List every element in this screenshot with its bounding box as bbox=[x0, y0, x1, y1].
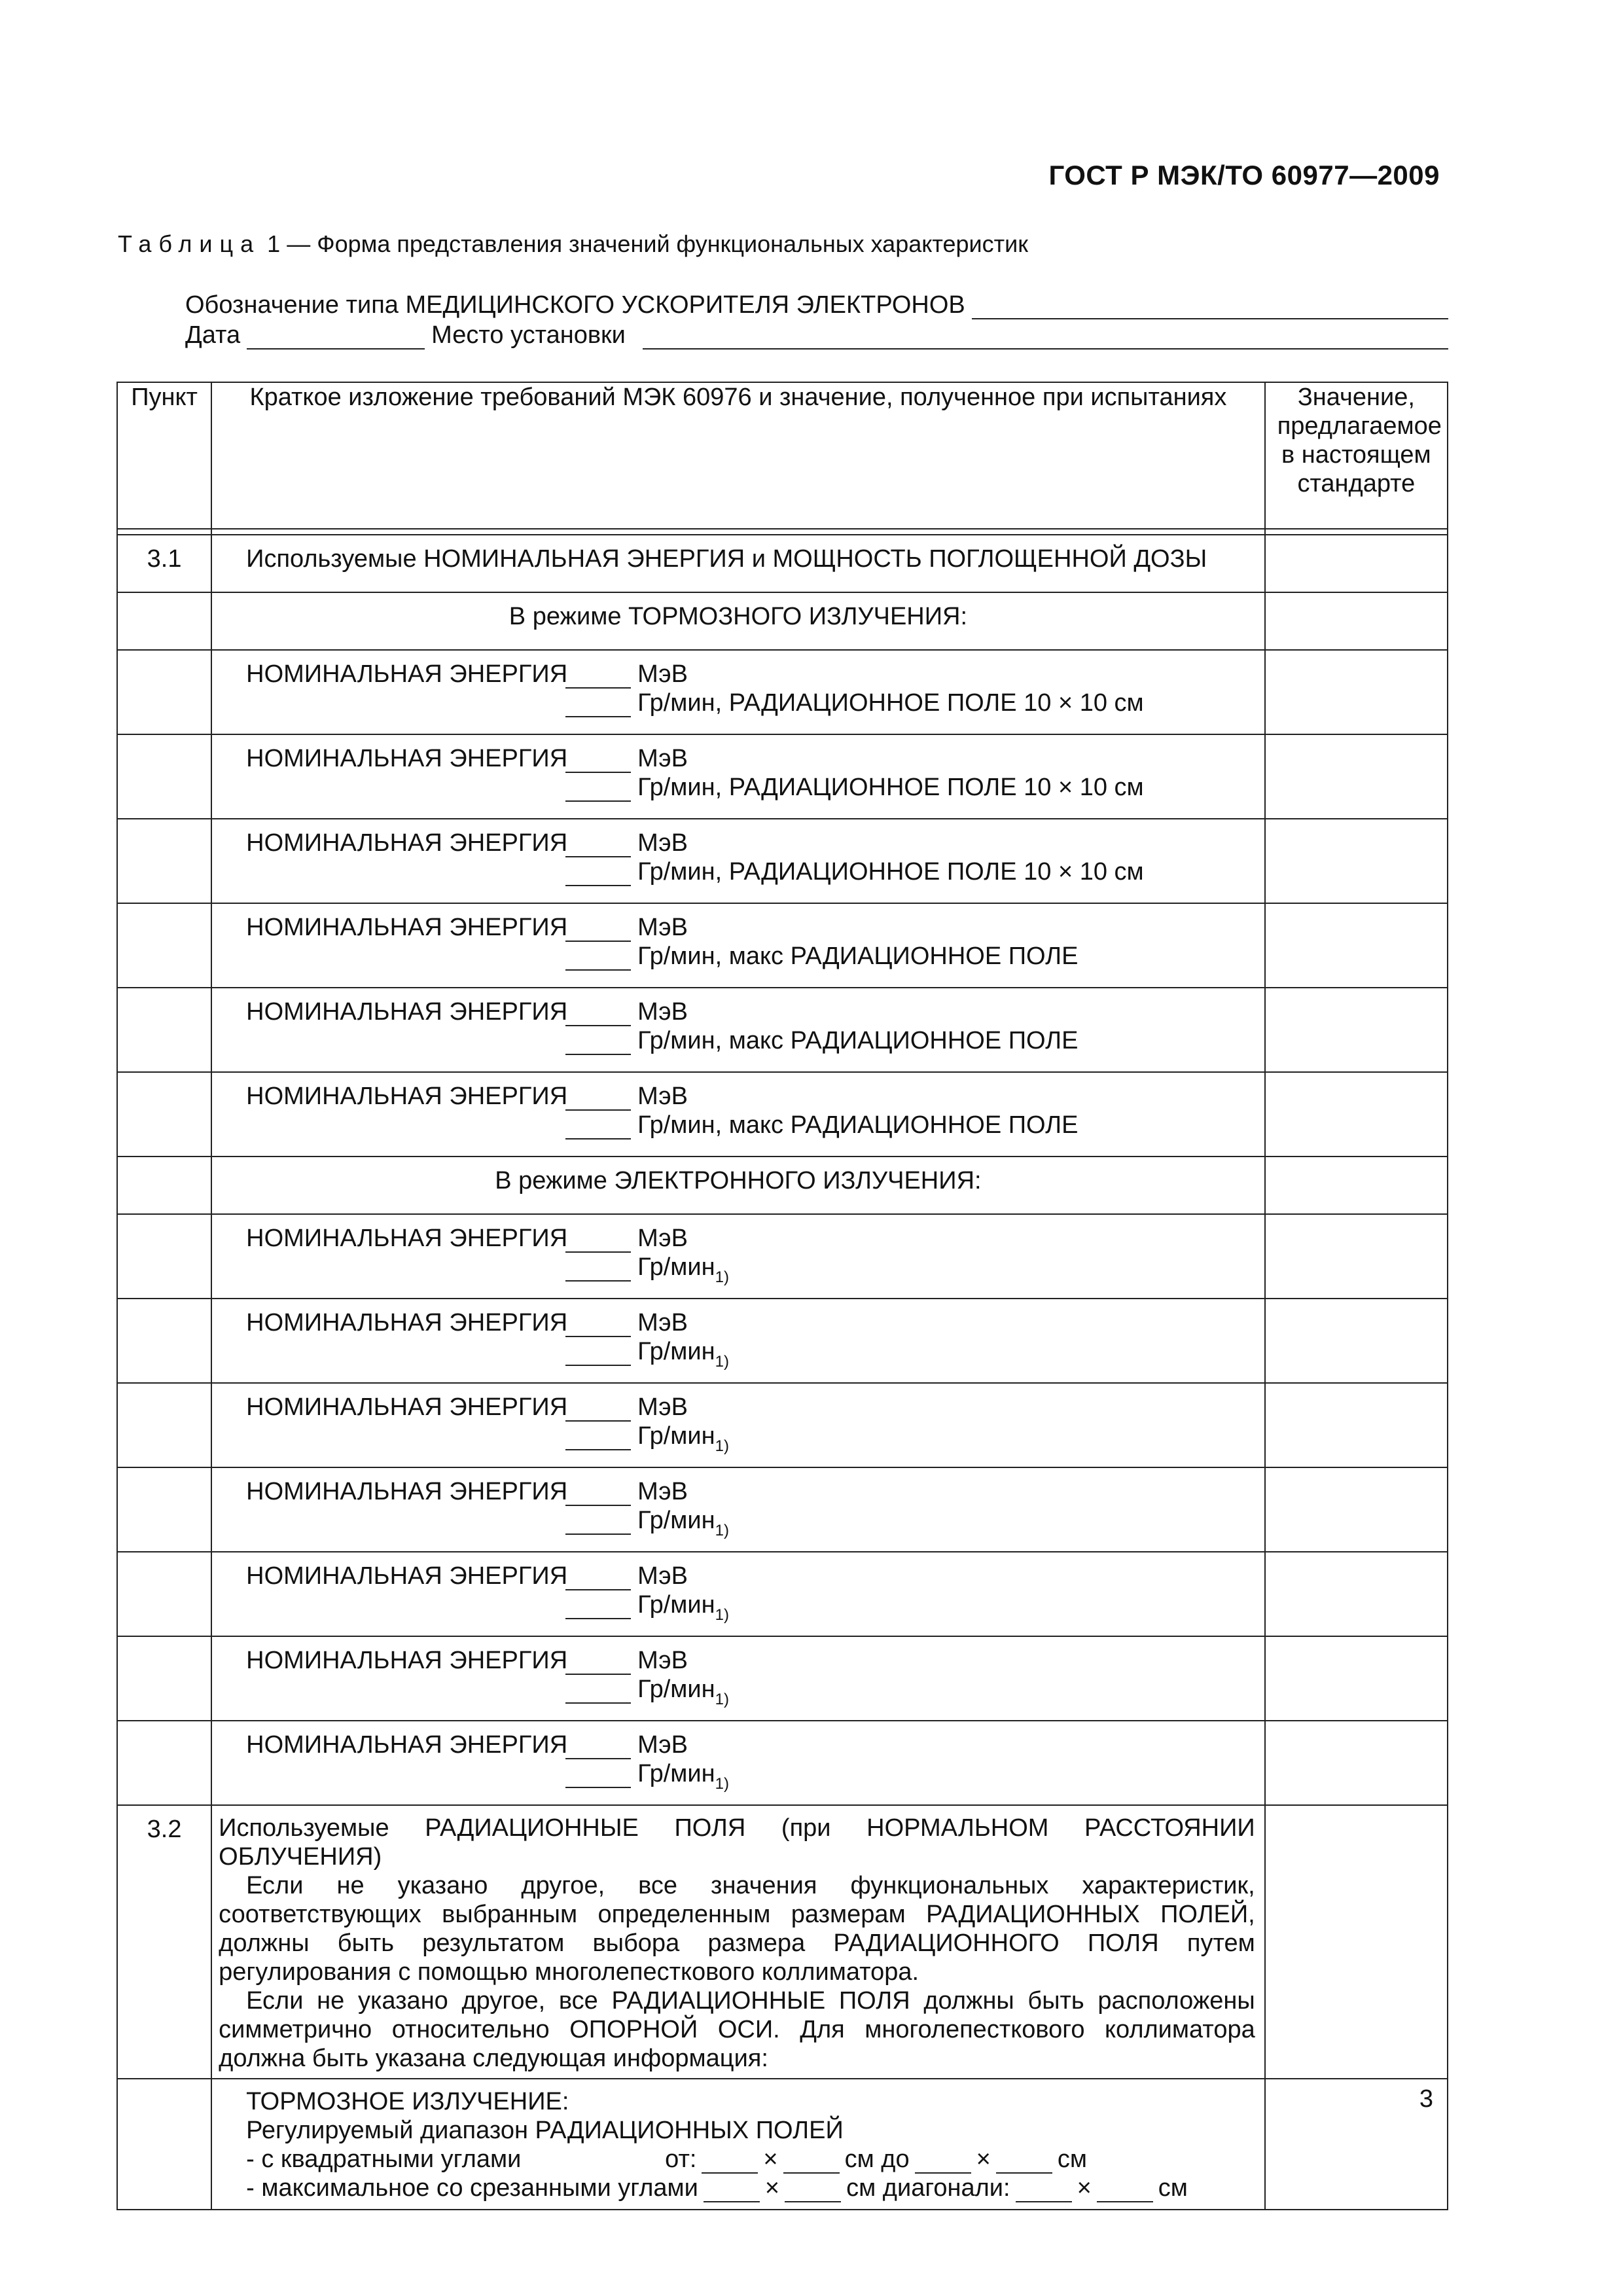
section-row bbox=[117, 592, 1448, 650]
square-to-b-field[interactable] bbox=[996, 2150, 1052, 2174]
energy-label: НОМИНАЛЬНАЯ ЭНЕРГИЯ bbox=[246, 1309, 568, 1336]
max-cut-corners-label: - максимальное со срезанными углами bbox=[246, 2174, 698, 2202]
value-cell[interactable] bbox=[1265, 535, 1448, 592]
table-row bbox=[117, 1072, 1448, 1157]
value-cell[interactable] bbox=[1265, 1157, 1448, 1214]
unit-mev: МэВ bbox=[637, 1562, 688, 1590]
table-row bbox=[117, 988, 1448, 1072]
cm-label: см bbox=[1057, 2145, 1087, 2173]
value-cell[interactable] bbox=[1265, 1299, 1448, 1383]
dose-rate-field[interactable] bbox=[565, 1765, 631, 1788]
unit-mev: МэВ bbox=[637, 1731, 688, 1759]
unit-mev: МэВ bbox=[637, 998, 688, 1026]
diag-b-field[interactable] bbox=[1097, 2179, 1153, 2202]
square-from-b-field[interactable] bbox=[783, 2150, 840, 2174]
dose-rate-field[interactable] bbox=[565, 778, 631, 802]
energy-field[interactable] bbox=[565, 1567, 631, 1590]
energy-label: НОМИНАЛЬНАЯ ЭНЕРГИЯ bbox=[246, 914, 568, 941]
value-cell[interactable] bbox=[1265, 1072, 1448, 1157]
fields-paragraph-2: Если не указано другое, все РАДИАЦИОННЫЕ ПОЛЯ должны быть расположены симметрично относительно ОПОРНОЙ ОСИ. Для многолепесткового коллиматора должна быть указана следующая информация: bbox=[219, 1987, 1255, 2072]
value-cell[interactable] bbox=[1265, 1636, 1448, 1721]
energy-field[interactable] bbox=[565, 1087, 631, 1111]
value-cell[interactable] bbox=[1265, 734, 1448, 819]
unit-mev: МэВ bbox=[637, 829, 688, 857]
header-gap-row bbox=[117, 529, 1448, 535]
energy-field[interactable] bbox=[565, 1482, 631, 1506]
square-from-a-field[interactable] bbox=[702, 2150, 758, 2174]
date-field[interactable] bbox=[247, 325, 425, 350]
energy-label: НОМИНАЛЬНАЯ ЭНЕРГИЯ bbox=[246, 1083, 568, 1110]
section-row bbox=[117, 1157, 1448, 1214]
table-row bbox=[117, 650, 1448, 734]
dose-rate-field[interactable] bbox=[565, 1258, 631, 1282]
dose-rate-field[interactable] bbox=[565, 1031, 631, 1055]
electron-section-title: В режиме ЭЛЕКТРОННОГО ИЗЛУЧЕНИЯ: bbox=[211, 1157, 1265, 1214]
dose-rate-label: Гр/мин, РАДИАЦИОННОЕ ПОЛЕ 10 × 10 см bbox=[637, 774, 1144, 801]
dose-rate-label: Гр/мин bbox=[637, 1338, 715, 1365]
table-row bbox=[117, 903, 1448, 988]
cm-label: см bbox=[1158, 2174, 1188, 2202]
document-code: ГОСТ Р МЭК/ТО 60977—2009 bbox=[1048, 160, 1440, 190]
table-row: НОМИНАЛЬНАЯ ЭНЕРГИЯ МэВ Гр/мин $^{1)}$ bbox=[117, 1636, 1448, 1721]
value-cell[interactable] bbox=[1265, 1721, 1448, 1805]
place-label: Место установки bbox=[431, 321, 626, 349]
dose-rate-field[interactable] bbox=[565, 694, 631, 717]
unit-mev: МэВ bbox=[637, 1225, 688, 1252]
table-caption-number: 1 bbox=[267, 230, 281, 257]
brems-fields-title: ТОРМОЗНОЕ ИЗЛУЧЕНИЕ: bbox=[246, 2088, 569, 2115]
energy-label: НОМИНАЛЬНАЯ ЭНЕРГИЯ bbox=[246, 1225, 568, 1252]
table-row: НОМИНАЛЬНАЯ ЭНЕРГИЯ МэВ Гр/мин $^{1)}$ bbox=[117, 1467, 1448, 1552]
energy-label: НОМИНАЛЬНАЯ ЭНЕРГИЯ bbox=[246, 829, 568, 857]
value-cell[interactable] bbox=[1265, 592, 1448, 650]
dose-rate-field[interactable] bbox=[565, 863, 631, 886]
value-cell[interactable] bbox=[1265, 1552, 1448, 1636]
energy-field[interactable] bbox=[565, 1003, 631, 1026]
dose-rate-field[interactable] bbox=[565, 1680, 631, 1704]
energy-field[interactable] bbox=[565, 665, 631, 689]
unit-mev: МэВ bbox=[637, 1478, 688, 1505]
dose-rate-field[interactable] bbox=[565, 1116, 631, 1139]
value-cell[interactable] bbox=[1265, 1214, 1448, 1299]
row-text: Используемые НОМИНАЛЬНАЯ ЭНЕРГИЯ и МОЩНОСТЬ ПОГЛОЩЕННОЙ ДОЗЫ bbox=[211, 535, 1265, 592]
table-row: НОМИНАЛЬНАЯ ЭНЕРГИЯ МэВ Гр/мин $^{1)}$ bbox=[117, 1299, 1448, 1383]
characteristics-table bbox=[116, 382, 1448, 2210]
value-cell[interactable] bbox=[1265, 1467, 1448, 1552]
header-item: Пункт bbox=[117, 382, 211, 529]
value-cell[interactable] bbox=[1265, 1383, 1448, 1467]
energy-field[interactable] bbox=[565, 1651, 631, 1675]
dose-rate-label: Гр/мин bbox=[637, 1676, 715, 1703]
dose-rate-label: Гр/мин bbox=[637, 1760, 715, 1787]
energy-field[interactable] bbox=[565, 1314, 631, 1337]
energy-field[interactable] bbox=[565, 1398, 631, 1422]
energy-field[interactable] bbox=[565, 1736, 631, 1759]
table-row bbox=[117, 734, 1448, 819]
unit-mev: МэВ bbox=[637, 745, 688, 772]
energy-label: НОМИНАЛЬНАЯ ЭНЕРГИЯ bbox=[246, 1647, 568, 1674]
unit-mev: МэВ bbox=[637, 1647, 688, 1674]
accelerator-type-line bbox=[185, 288, 1448, 319]
page-number: 3 bbox=[1419, 2085, 1433, 2113]
cm-to-label: см до bbox=[844, 2145, 910, 2173]
dose-rate-label: Гр/мин bbox=[637, 1422, 715, 1450]
energy-field[interactable] bbox=[565, 918, 631, 942]
unit-mev: МэВ bbox=[637, 914, 688, 941]
energy-label: НОМИНАЛЬНАЯ ЭНЕРГИЯ bbox=[246, 660, 568, 688]
times-sign: × bbox=[764, 2174, 780, 2202]
table-row bbox=[117, 535, 1448, 592]
accelerator-type-field[interactable] bbox=[972, 295, 1448, 319]
dose-rate-field[interactable] bbox=[565, 1596, 631, 1619]
value-cell[interactable] bbox=[1265, 650, 1448, 734]
table-row: НОМИНАЛЬНАЯ ЭНЕРГИЯ МэВ Гр/мин $^{1)}$ bbox=[117, 1214, 1448, 1299]
energy-label: НОМИНАЛЬНАЯ ЭНЕРГИЯ bbox=[246, 1478, 568, 1505]
brems-fields-subtitle: Регулируемый диапазон РАДИАЦИОННЫХ ПОЛЕЙ bbox=[246, 2117, 844, 2144]
value-cell[interactable] bbox=[1265, 819, 1448, 903]
energy-label: НОМИНАЛЬНАЯ ЭНЕРГИЯ bbox=[246, 998, 568, 1026]
energy-label: НОМИНАЛЬНАЯ ЭНЕРГИЯ bbox=[246, 745, 568, 772]
from-label: от: bbox=[665, 2145, 697, 2173]
times-sign: × bbox=[1077, 2174, 1092, 2202]
max-a-field[interactable] bbox=[704, 2179, 760, 2202]
table-row bbox=[117, 819, 1448, 903]
fields-intro: Используемые РАДИАЦИОННЫЕ ПОЛЯ (при НОРМАЛЬНОМ РАССТОЯНИИ ОБЛУЧЕНИЯ) bbox=[219, 1814, 1255, 1871]
unit-mev: МэВ bbox=[637, 660, 688, 688]
dose-rate-label: Гр/мин, макс РАДИАЦИОННОЕ ПОЛЕ bbox=[637, 942, 1079, 970]
value-cell[interactable] bbox=[1265, 1805, 1448, 2079]
table-row: НОМИНАЛЬНАЯ ЭНЕРГИЯ МэВ Гр/мин $^{1)}$ bbox=[117, 1721, 1448, 1805]
times-sign: × bbox=[976, 2145, 991, 2173]
date-place-line bbox=[185, 318, 1448, 350]
table-row bbox=[117, 2079, 1448, 2210]
dose-rate-label: Гр/мин, макс РАДИАЦИОННОЕ ПОЛЕ bbox=[637, 1027, 1079, 1054]
dose-rate-label: Гр/мин, РАДИАЦИОННОЕ ПОЛЕ 10 × 10 см bbox=[637, 689, 1144, 717]
cm-diagonal-label: см диагонали: bbox=[846, 2174, 1010, 2202]
item-number: 3.2 bbox=[117, 1805, 211, 2079]
dose-rate-label: Гр/мин bbox=[637, 1253, 715, 1281]
energy-label: НОМИНАЛЬНАЯ ЭНЕРГИЯ bbox=[246, 1393, 568, 1421]
place-field[interactable] bbox=[643, 325, 1448, 350]
dose-rate-label: Гр/мин, РАДИАЦИОННОЕ ПОЛЕ 10 × 10 см bbox=[637, 858, 1144, 886]
dose-rate-field[interactable] bbox=[565, 1427, 631, 1450]
value-cell[interactable] bbox=[1265, 988, 1448, 1072]
unit-mev: МэВ bbox=[637, 1309, 688, 1336]
dose-rate-label: Гр/мин bbox=[637, 1507, 715, 1534]
table-row bbox=[117, 1805, 1448, 2079]
dose-rate-label: Гр/мин, макс РАДИАЦИОННОЕ ПОЛЕ bbox=[637, 1111, 1079, 1139]
dose-rate-field[interactable] bbox=[565, 1511, 631, 1535]
date-label: Дата bbox=[185, 321, 241, 349]
diag-a-field[interactable] bbox=[1016, 2179, 1072, 2202]
brems-section-title: В режиме ТОРМОЗНОГО ИЗЛУЧЕНИЯ: bbox=[211, 592, 1265, 650]
item-number: 3.1 bbox=[117, 535, 211, 592]
square-corners-label: - с квадратными углами bbox=[246, 2145, 522, 2173]
table-caption-title: — Форма представления значений функциональных характеристик bbox=[280, 230, 1028, 257]
times-sign: × bbox=[763, 2145, 778, 2173]
energy-label: НОМИНАЛЬНАЯ ЭНЕРГИЯ bbox=[246, 1562, 568, 1590]
header-summary: Краткое изложение требований МЭК 60976 и значение, полученное при испытаниях bbox=[211, 382, 1265, 529]
square-to-a-field[interactable] bbox=[915, 2150, 971, 2174]
table-caption bbox=[118, 230, 1028, 258]
value-cell[interactable] bbox=[1265, 903, 1448, 988]
energy-field[interactable] bbox=[565, 834, 631, 857]
dose-rate-label: Гр/мин bbox=[637, 1591, 715, 1619]
dose-rate-field[interactable] bbox=[565, 947, 631, 971]
table-row: НОМИНАЛЬНАЯ ЭНЕРГИЯ МэВ Гр/мин $^{1)}$ bbox=[117, 1552, 1448, 1636]
energy-label: НОМИНАЛЬНАЯ ЭНЕРГИЯ bbox=[246, 1731, 568, 1759]
accelerator-type-label: Обозначение типа МЕДИЦИНСКОГО УСКОРИТЕЛЯ ЭЛЕКТРОНОВ bbox=[185, 291, 965, 319]
dose-rate-field[interactable] bbox=[565, 1342, 631, 1366]
table-caption-prefix: Таблица bbox=[118, 230, 261, 257]
energy-field[interactable] bbox=[565, 1229, 631, 1253]
table-header-row bbox=[117, 382, 1448, 529]
unit-mev: МэВ bbox=[637, 1083, 688, 1110]
max-b-field[interactable] bbox=[785, 2179, 841, 2202]
header-value: Значение, предлагаемое в настоящем стандарте bbox=[1265, 382, 1448, 529]
unit-mev: МэВ bbox=[637, 1393, 688, 1421]
fields-paragraph-1: Если не указано другое, все значения функциональных характеристик, соответствующих выбранным определенным размерам РАДИАЦИОННЫХ ПОЛЕЙ, должны быть результатом выбора размера РАДИАЦИОННОГО ПОЛЯ путем регулирования с помощью многолепесткового коллиматора. bbox=[219, 1872, 1255, 1986]
table-row: НОМИНАЛЬНАЯ ЭНЕРГИЯ МэВ Гр/мин $^{1)}$ bbox=[117, 1383, 1448, 1467]
energy-field[interactable] bbox=[565, 749, 631, 773]
